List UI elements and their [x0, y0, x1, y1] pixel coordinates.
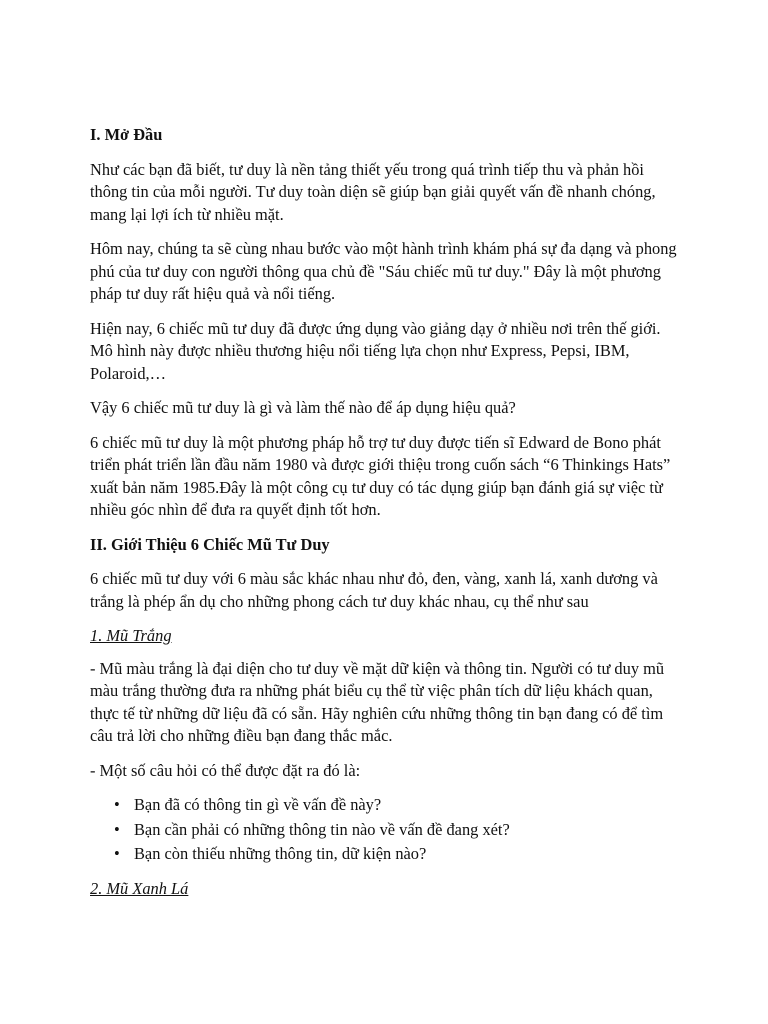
section-heading-intro: I. Mở Đầu	[90, 125, 163, 144]
list-item-text: Bạn cần phải có những thông tin nào về vấn đề đang xét?	[134, 819, 510, 839]
subheading-white-hat: 1. Mũ Trắng	[90, 626, 172, 645]
paragraph: 6 chiếc mũ tư duy là một phương pháp hỗ trợ tư duy được tiến sĩ Edward de Bono phát triển phát triển lần đầu năm 1980 và được giới thiệu trong cuốn sách “6 Thinkings Hats” xuất bản năm 1985.Đây là một công cụ tư duy có tác dụng giúp bạn đánh giá sự việc từ nhiều góc nhìn để đưa ra quyết định tốt hơn.	[90, 432, 671, 519]
list-item	[90, 843, 680, 866]
paragraph: Vậy 6 chiếc mũ tư duy là gì và làm thế nào để áp dụng hiệu quả?	[90, 398, 516, 417]
paragraph: - Mũ màu trắng là đại diện cho tư duy về mặt dữ kiện và thông tin. Người có tư duy mũ màu trắng thường đưa ra những phát biểu cụ thể từ việc phân tích dữ liệu khách quan, thực tế từ những dữ liệu đã có sẵn. Hãy nghiên cứu những thông tin bạn đang có để tìm câu trả lời cho những điều bạn đang thắc mắc.	[90, 658, 665, 745]
list-item-text: Bạn đã có thông tin gì về vấn đề này?	[134, 795, 382, 814]
paragraph: Hiện nay, 6 chiếc mũ tư duy đã được ứng dụng vào giảng dạy ở nhiều nơi trên thế giới. Mô hình này được nhiều thương hiệu nổi tiếng lựa chọn như Express, Pepsi, IBM, Polaroid,…	[90, 318, 661, 383]
list-item-text: Bạn còn thiếu những thông tin, dữ kiện nào?	[134, 844, 427, 863]
list-item	[90, 819, 680, 842]
list-item	[90, 794, 680, 817]
paragraph: Như các bạn đã biết, tư duy là nền tảng thiết yếu trong quá trình tiếp thu và phản hồi thông tin của mỗi người. Tư duy toàn diện sẽ giúp bạn giải quyết vấn đề nhanh chóng, mang lại lợi ích từ nhiều mặt.	[90, 159, 656, 224]
subheading-green-hat: 2. Mũ Xanh Lá	[90, 878, 189, 898]
bullet-icon: •	[114, 795, 120, 814]
paragraph: 6 chiếc mũ tư duy với 6 màu sắc khác nhau như đỏ, đen, vàng, xanh lá, xanh dương và trắng là phép ẩn dụ cho những phong cách tư duy khác nhau, cụ thể như sau	[90, 569, 658, 611]
document-page	[90, 124, 680, 910]
bullet-icon: •	[114, 819, 120, 839]
paragraph: - Một số câu hỏi có thể được đặt ra đó là:	[90, 760, 361, 780]
bullet-icon: •	[114, 844, 120, 863]
question-list	[90, 794, 680, 866]
paragraph: Hôm nay, chúng ta sẽ cùng nhau bước vào một hành trình khám phá sự đa dạng và phong phú của tư duy con người thông qua chủ đề "Sáu chiếc mũ tư duy." Đây là một phương pháp tư duy rất hiệu quả và nổi tiếng.	[90, 239, 677, 303]
section-heading-six-hats: II. Giới Thiệu 6 Chiếc Mũ Tư Duy	[90, 534, 330, 554]
